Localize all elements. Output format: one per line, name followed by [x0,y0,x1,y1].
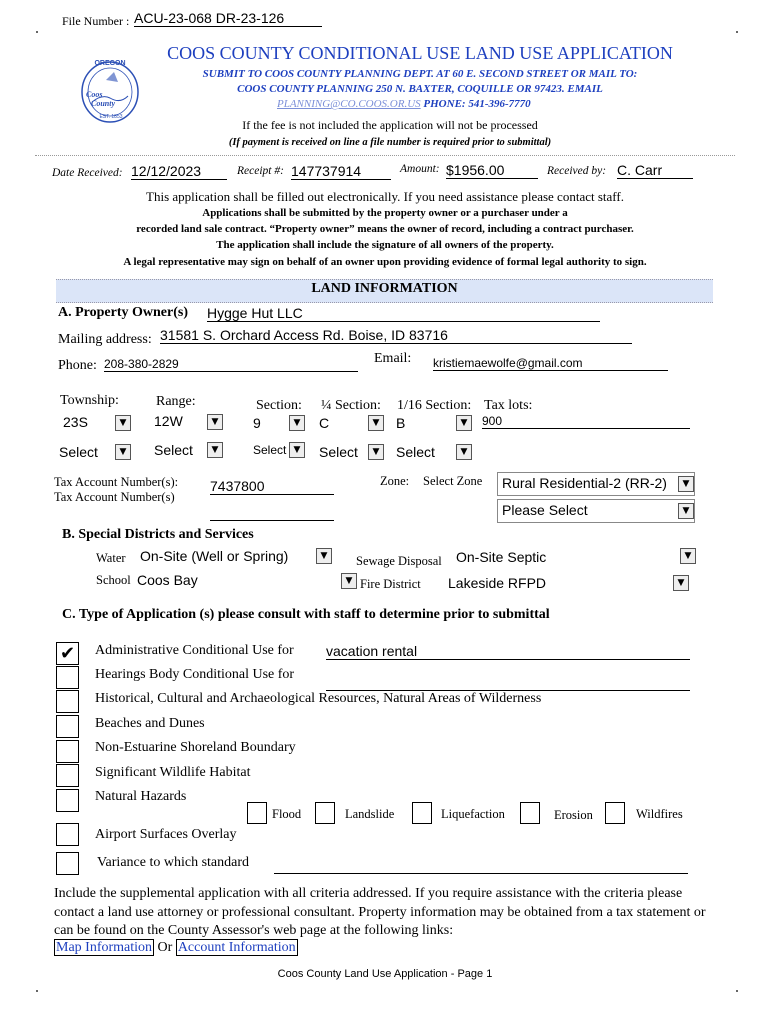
page-title: COOS COUNTY CONDITIONAL USE LAND USE APPLICATION [167,43,673,63]
instruction-line-4: The application shall include the signature of all owners of the property. [216,239,554,251]
logo-est-text: EST. 1853 [99,114,123,120]
app-label-shoreland: Non-Estuarine Shoreland Boundary [95,740,296,755]
school-select[interactable]: Coos Bay [137,572,198,588]
sixteenth-section-label: 1/16 Section: [397,398,472,413]
quarter-section-select[interactable]: C [319,415,330,431]
planning-phone: PHONE: 541-396-7770 [423,98,531,110]
margin-dot [36,990,38,992]
instruction-line-1: This application shall be filled out electronically. If you need assistance please contact staff. [146,189,624,204]
sewage-select[interactable]: On-Site Septic [456,549,547,565]
app-label-hearings: Hearings Body Conditional Use for [95,667,295,682]
checkbox-wildlife[interactable] [56,764,79,787]
select-3-dropdown-icon[interactable]: ▼ [289,442,305,458]
hazard-label-erosion: Erosion [554,808,593,822]
sewage-label: Sewage Disposal [356,554,442,568]
receipt-label: Receipt #: [237,165,284,177]
zone-select-2-value: Please Select [502,502,588,518]
links-row [54,940,298,956]
app-label-beaches: Beaches and Dunes [95,716,205,731]
app-label-variance: Variance to which standard [97,855,249,870]
tax-account-label-2: Tax Account Number(s) [54,490,175,504]
checkbox-erosion[interactable] [520,802,540,824]
school-label: School [96,573,131,587]
township-dropdown-icon[interactable]: ▼ [115,415,131,431]
school-dropdown-icon[interactable]: ▼ [341,573,357,589]
amount-label: Amount: [400,163,440,175]
checkbox-variance[interactable] [56,852,79,875]
tax-account-field-2[interactable] [210,506,334,521]
township-select[interactable]: 23S [63,414,88,430]
checkbox-historical[interactable] [56,690,79,713]
instruction-line-2: Applications shall be submitted by the property owner or a purchaser under a [202,207,568,219]
amount-field[interactable]: $1956.00 [446,162,538,179]
tax-account-label-1: Tax Account Number(s): [54,475,179,489]
owner-field[interactable]: Hygge Hut LLC [207,305,600,322]
range-dropdown-icon[interactable]: ▼ [207,414,223,430]
hazard-label-wildfires: Wildfires [636,807,683,821]
planning-email-link[interactable]: PLANNING@CO.COOS.OR.US [277,98,421,110]
zone-1-dropdown-icon[interactable]: ▼ [678,476,694,492]
select-3[interactable]: Select [253,443,287,457]
quarter-section-label: ¼ Section: [321,398,381,413]
logo-county-text: County [91,99,116,108]
zone-label: Zone: [380,474,410,488]
margin-dot [36,31,38,33]
date-received-field[interactable]: 12/12/2023 [131,163,227,180]
range-label: Range: [156,394,196,409]
water-dropdown-icon[interactable]: ▼ [316,548,332,564]
email-field[interactable]: kristiemaewolfe@gmail.com [433,356,668,371]
owner-label: A. Property Owner(s) [58,305,188,320]
separator [35,155,735,156]
districts-title: B. Special Districts and Services [62,527,254,542]
hazard-label-flood: Flood [272,807,302,821]
app-label-historical: Historical, Cultural and Archaeological Resources, Natural Areas of Wilderness [95,691,542,706]
checkbox-airport[interactable] [56,823,79,846]
received-by-label: Received by: [547,165,607,177]
admin-conditional-use-field[interactable]: vacation rental [326,643,690,660]
sixteenth-dropdown-icon[interactable]: ▼ [456,415,472,431]
file-number-label: File Number : [62,14,130,28]
fee-note-2: (If payment is received on line a file number is required prior to submittal) [228,137,552,148]
margin-dot [736,31,738,33]
water-select[interactable]: On-Site (Well or Spring) [140,548,289,564]
instruction-line-3: recorded land sale contract. “Property owner” means the owner of record, including a contract purchaser. [136,223,634,235]
zone-2-dropdown-icon[interactable]: ▼ [678,503,694,519]
received-by-field[interactable]: C. Carr [617,162,693,179]
hearings-body-field[interactable] [326,672,690,691]
application-title: C. Type of Application (s) please consult with staff to determine prior to submittal [62,607,550,622]
tax-lots-label: Tax lots: [484,398,533,413]
app-label-hazards: Natural Hazards [95,789,187,804]
map-information-link[interactable]: Map Information [56,940,153,955]
select-4-dropdown-icon[interactable]: ▼ [368,444,384,460]
phone-label: Phone: [58,358,97,373]
checkbox-admin-conditional-use[interactable] [56,642,79,665]
variance-field[interactable] [274,857,688,874]
date-received-label: Date Received: [52,167,123,179]
mailing-label: Mailing address: [58,332,152,347]
land-info-title: LAND INFORMATION [311,281,458,296]
tax-lots-field[interactable]: 900 [482,414,690,429]
select-2-dropdown-icon[interactable]: ▼ [207,442,223,458]
links-or: Or [157,940,173,955]
select-5-dropdown-icon[interactable]: ▼ [456,444,472,460]
fire-district-dropdown-icon[interactable]: ▼ [673,575,689,591]
supplemental-paragraph: Include the supplemental application with all criteria addressed. If you require assistance with the criteria please contact a land use attorney or professional consultant. Property information may be obtained from a tax statement or can be found on the County Assessor's web page at the following links: [54,886,706,938]
zone-select-label: Select Zone [423,474,483,488]
zone-select-1-value: Rural Residential-2 (RR-2) [502,475,667,491]
hazard-label-liquefaction: Liquefaction [441,807,505,821]
app-label-admin: Administrative Conditional Use for [95,643,294,658]
app-label-airport: Airport Surfaces Overlay [95,827,237,842]
section-dropdown-icon[interactable]: ▼ [289,415,305,431]
fire-district-select[interactable]: Lakeside RFPD [448,575,547,591]
phone-field[interactable]: 208-380-2829 [104,357,358,372]
account-information-link[interactable]: Account Information [177,940,296,955]
contact-line [277,98,531,110]
township-label: Township: [60,393,119,408]
margin-dot [736,990,738,992]
mailing-field[interactable]: 31581 S. Orchard Access Rd. Boise, ID 83716 [160,327,632,344]
quarter-dropdown-icon[interactable]: ▼ [368,415,384,431]
sixteenth-section-select[interactable]: B [396,415,406,431]
submit-line-1: SUBMIT TO COOS COUNTY PLANNING DEPT. AT 60 E. SECOND STREET OR MAIL TO: [202,68,638,80]
checkbox-flood[interactable] [247,802,267,824]
checkbox-hearings-body[interactable] [56,666,79,689]
checkbox-beaches-dunes[interactable] [56,715,79,738]
select-4[interactable]: Select [319,444,358,460]
tax-account-field-1[interactable]: 7437800 [210,478,334,495]
receipt-field[interactable]: 147737914 [291,163,391,180]
logo-top-text: OREGON [94,60,126,67]
instruction-line-5: A legal representative may sign on behalf of an owner upon providing evidence of formal legal authority to sign. [123,256,647,268]
fee-note: If the fee is not included the application will not be processed [242,118,538,132]
section-label: Section: [256,398,302,413]
email-label: Email: [374,351,412,366]
checkbox-shoreland[interactable] [56,740,79,763]
water-label: Water [96,551,126,565]
logo-coos-text: Coos [86,90,103,99]
select-1[interactable]: Select [59,444,98,460]
page-footer: Coos County Land Use Application - Page 1 [277,968,493,980]
checkbox-wildfires[interactable] [605,802,625,824]
file-number-field[interactable]: ACU-23-068 DR-23-126 [134,10,322,27]
section-select[interactable]: 9 [253,415,261,431]
select-1-dropdown-icon[interactable]: ▼ [115,444,131,460]
select-5[interactable]: Select [396,444,435,460]
select-2[interactable]: Select [154,442,193,458]
hazard-label-landslide: Landslide [345,807,395,821]
app-label-wildlife: Significant Wildlife Habitat [95,765,251,780]
checkmark-icon: ✔ [59,643,76,664]
checkbox-landslide[interactable] [315,802,335,824]
sewage-dropdown-icon[interactable]: ▼ [680,548,696,564]
checkbox-liquefaction[interactable] [412,802,432,824]
fire-district-label: Fire District [360,577,421,591]
range-select[interactable]: 12W [154,413,183,429]
checkbox-natural-hazards[interactable] [56,789,79,812]
submit-line-2: COOS COUNTY PLANNING 250 N. BAXTER, COQUILLE OR 97423. EMAIL [237,83,603,95]
